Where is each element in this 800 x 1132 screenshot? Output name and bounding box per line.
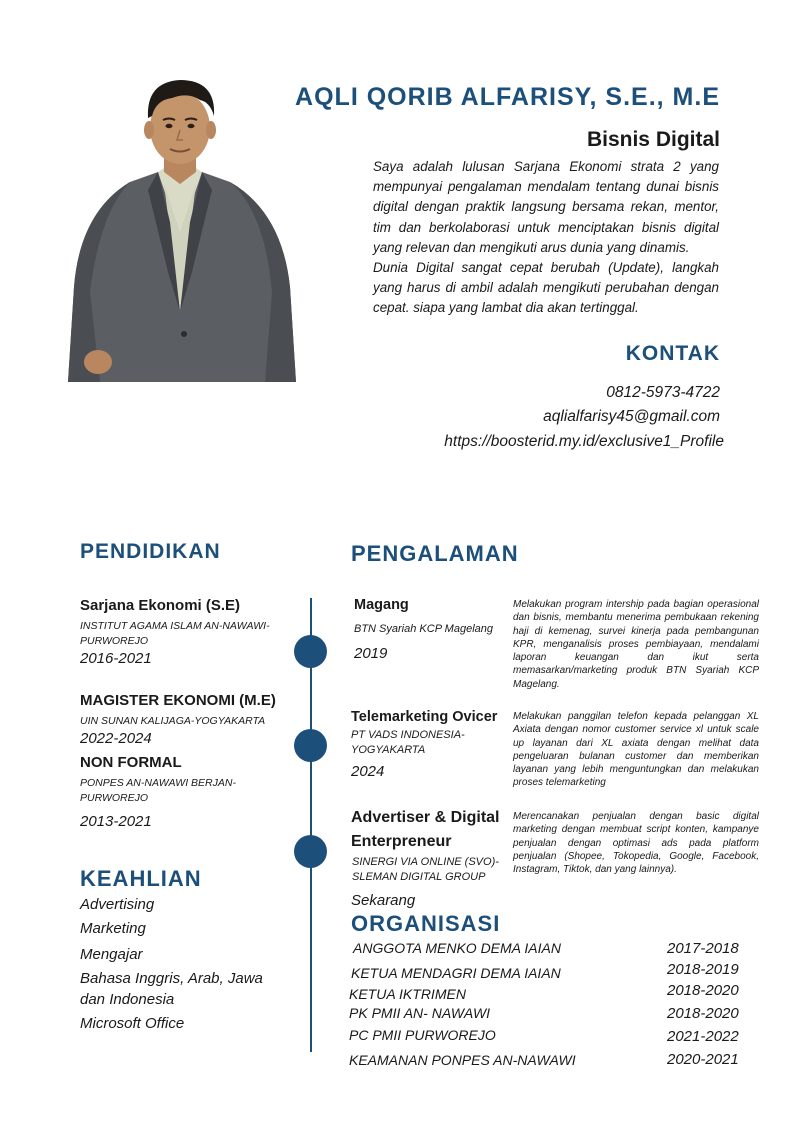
education-institution: INSTITUT AGAMA ISLAM AN-NAWAWI-PURWOREJO: [80, 620, 270, 647]
organization-years: 2020-2021: [667, 1051, 739, 1068]
experience-job-title: Magang: [354, 597, 409, 613]
portrait-illustration: [60, 72, 300, 382]
organization-name: KEAMANAN PONPES AN-NAWAWI: [349, 1052, 576, 1068]
education-years: 2013-2021: [80, 813, 152, 830]
experience-year: 2024: [351, 763, 385, 780]
organization-years: 2018-2020: [667, 1005, 739, 1022]
timeline-dot: [294, 635, 327, 668]
experience-year: 2019: [354, 645, 388, 662]
organization-name: KETUA IKTRIMEN: [349, 986, 466, 1002]
contact-title: KONTAK: [625, 342, 720, 365]
job-role: Bisnis Digital: [586, 128, 720, 151]
experience-job-title: Enterpreneur: [351, 833, 452, 850]
profile-photo: [60, 72, 300, 382]
timeline-dot: [294, 729, 327, 762]
skill-item: Marketing: [80, 920, 146, 937]
organization-years: 2018-2019: [667, 961, 739, 978]
organization-name: ANGGOTA MENKO DEMA IAIAN: [353, 940, 561, 956]
experience-description: Melakukan panggilan telefon kepada pelanggan XL Axiata dengan nomor customer service xl untuk scale up layanan dari XL axiata dengan melihat data pengeluaran bulanan customer dan memberikan layanan yang lebih menguntungkan dan melakukan proses telemarketing: [513, 711, 759, 789]
experience-description: Merencanakan penjualan dengan basic digital marketing dengan membuat script konten, kampanye penjualan dengan optimasi ads pada platform penjualan (Shopee, Tokopedia, Google, Facebook, Instagram, Tiktok, dan yang lainnya).: [513, 811, 759, 876]
experience-company: PT VADS INDONESIA-YOGYAKARTA: [351, 729, 465, 756]
experience-company: SINERGI VIA ONLINE (SVO)-SLEMAN DIGITAL GROUP: [352, 856, 499, 883]
education-years: 2016-2021: [80, 650, 152, 667]
experience-job-title: Advertiser & Digital: [351, 809, 500, 826]
experience-year: Sekarang: [351, 892, 416, 909]
skill-item: Microsoft Office: [80, 1015, 185, 1032]
skill-item: Bahasa Inggris, Arab, Jawa dan Indonesia: [80, 970, 263, 1008]
contact-phone[interactable]: 0812-5973-4722: [606, 384, 720, 401]
profile-summary: [373, 157, 719, 319]
education-years: 2022-2024: [80, 730, 152, 747]
education-institution: UIN SUNAN KALIJAGA-YOGYAKARTA: [80, 715, 266, 727]
timeline-dot: [294, 835, 327, 868]
skills-title: KEAHLIAN: [80, 866, 202, 891]
contact-email[interactable]: aqlialfarisy45@gmail.com: [543, 408, 720, 425]
organization-name: PC PMII PURWOREJO: [349, 1027, 496, 1043]
organization-years: 2018-2020: [667, 982, 739, 999]
experience-company: BTN Syariah KCP Magelang: [354, 623, 493, 635]
experience-description: Melakukan program intership pada bagian operasional dan bisnis, membantu menerima pembukaan rekening haji di kemenag, survei kinerja pada pembangunan KPR, menganalisis proses pembiayaan, mendalami laporan keuangan dan ikut serta memasarkan/marketing produk BTN Syariah KCP Magelang.: [513, 599, 759, 690]
experience-title: PENGALAMAN: [351, 541, 519, 566]
organization-years: 2021-2022: [667, 1028, 739, 1045]
organizations-title: ORGANISASI: [351, 911, 501, 936]
summary-paragraph: Dunia Digital sangat cepat berubah (Update), langkah yang harus di ambil adalah mengikuti perubahan dengan cepat. siapa yang lambat dia akan tertinggal.: [373, 260, 719, 316]
education-degree: MAGISTER EKONOMI (M.E): [80, 692, 276, 709]
education-title: PENDIDIKAN: [80, 540, 221, 563]
skill-item: Mengajar: [80, 946, 143, 963]
education-degree: Sarjana Ekonomi (S.E): [80, 597, 241, 614]
contact-website[interactable]: https://boosterid.my.id/exclusive1_Profile: [444, 433, 724, 450]
organization-name: KETUA MENDAGRI DEMA IAIAN: [351, 965, 561, 981]
summary-paragraph: Saya adalah lulusan Sarjana Ekonomi strata 2 yang mempunyai pengalaman mendalam tentang dunai bisnis digital dengan praktik langsung bersama rekan, mentor, tim dan berkolaborasi untuk menciptakan bisnis digital yang relevan dan mengikuti arus dunia yang dinamis.: [373, 159, 719, 255]
education-institution: PONPES AN-NAWAWI BERJAN-PURWOREJO: [80, 777, 236, 804]
skill-item: Advertising: [80, 896, 155, 913]
experience-job-title: Telemarketing Ovicer: [351, 709, 498, 725]
organization-name: PK PMII AN- NAWAWI: [349, 1005, 491, 1021]
organization-years: 2017-2018: [667, 940, 739, 957]
full-name: AQLI QORIB ALFARISY, S.E., M.E: [295, 83, 720, 111]
education-degree: NON FORMAL: [80, 754, 182, 771]
